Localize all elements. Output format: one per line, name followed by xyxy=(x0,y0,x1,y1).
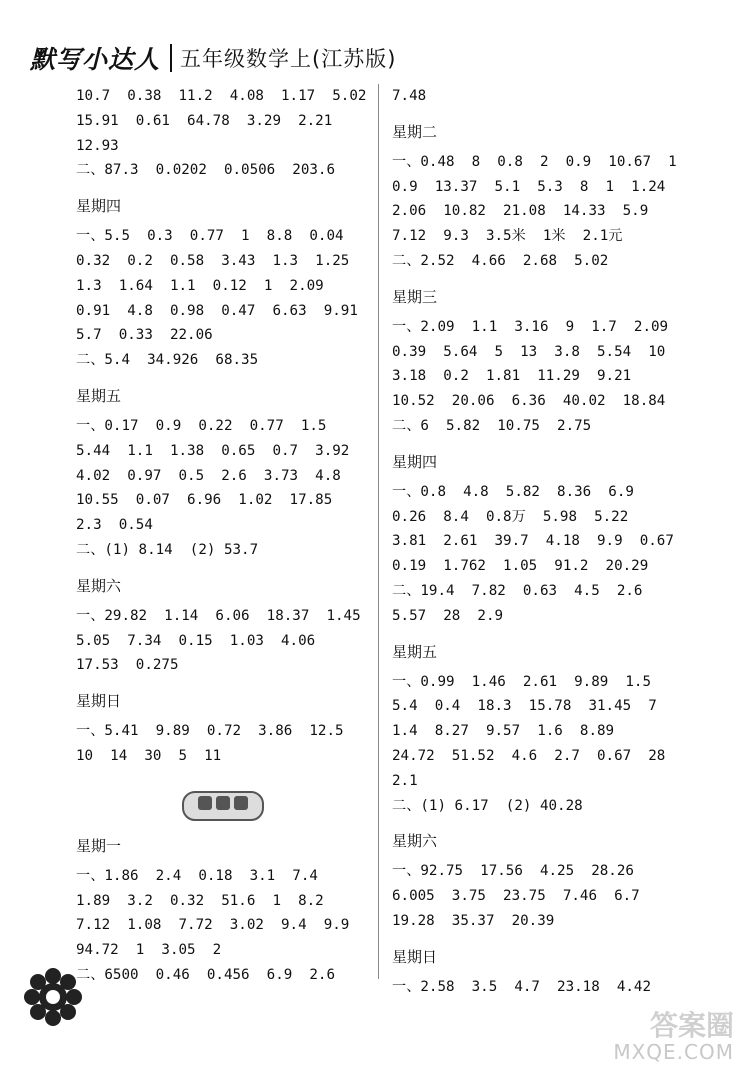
column-divider xyxy=(378,84,379,979)
right-answer-column xyxy=(392,84,702,1000)
answer-line: 二、5.4 34.926 68.35 xyxy=(76,352,259,369)
answer-line: 4.02 0.97 0.5 2.6 3.73 4.8 xyxy=(76,467,341,484)
answer-line: 7.12 1.08 7.72 3.02 9.4 9.9 xyxy=(76,917,350,934)
answer-line: 5.44 1.1 1.38 0.65 0.7 3.92 xyxy=(76,442,350,459)
answer-line: 0.91 4.8 0.98 0.47 6.63 9.91 xyxy=(76,302,358,319)
book-title: 五年级数学上(江苏版) xyxy=(180,47,397,71)
answer-line: 5.57 28 2.9 xyxy=(392,607,504,624)
answer-line: 6.005 3.75 23.75 7.46 6.7 xyxy=(392,888,640,905)
answer-line: 1.4 8.27 9.57 1.6 8.89 xyxy=(392,723,615,740)
answer-line: 一、0.99 1.46 2.61 9.89 1.5 xyxy=(392,673,651,690)
day-heading: 星期三 xyxy=(392,287,438,306)
day-heading: 星期一 xyxy=(76,836,122,855)
day-heading: 星期五 xyxy=(392,642,438,661)
answer-line: 一、92.75 17.56 4.25 28.26 xyxy=(392,863,634,880)
answer-line: 0.26 8.4 0.8万 5.98 5.22 xyxy=(392,508,629,525)
answer-line: 一、5.5 0.3 0.77 1 8.8 0.04 xyxy=(76,228,344,245)
answer-line: 二、87.3 0.0202 0.0506 203.6 xyxy=(76,162,335,179)
answer-line: 10.52 20.06 6.36 40.02 18.84 xyxy=(392,393,666,410)
answer-line: 5.05 7.34 0.15 1.03 4.06 xyxy=(76,632,316,649)
answer-line: 0.39 5.64 5 13 3.8 5.54 10 xyxy=(392,343,666,360)
day-heading: 星期二 xyxy=(392,122,438,141)
day-heading: 星期六 xyxy=(392,832,438,851)
answer-line: 二、(1) 6.17 (2) 40.28 xyxy=(392,797,583,814)
book-logo: 默写小达人 xyxy=(30,45,161,74)
answer-line: 2.1 xyxy=(392,772,418,789)
answer-line: 2.06 10.82 21.08 14.33 5.9 xyxy=(392,203,649,220)
answer-line: 一、0.17 0.9 0.22 0.77 1.5 xyxy=(76,417,327,434)
answer-line: 一、0.48 8 0.8 2 0.9 10.67 1 xyxy=(392,153,677,170)
answer-line: 0.32 0.2 0.58 3.43 1.3 1.25 xyxy=(76,252,350,269)
header-divider xyxy=(170,44,172,72)
day-heading: 星期四 xyxy=(392,452,438,471)
section-badge-icon xyxy=(182,791,264,821)
answer-line: 二、19.4 7.82 0.63 4.5 2.6 xyxy=(392,582,643,599)
answer-line: 1.3 1.64 1.1 0.12 1 2.09 xyxy=(76,277,324,294)
day-heading: 星期日 xyxy=(392,947,438,966)
answer-line: 7.48 xyxy=(392,88,427,104)
answer-line: 7.12 9.3 3.5米 1米 2.1元 xyxy=(392,228,623,245)
answer-line: 2.3 0.54 xyxy=(76,517,153,534)
answer-line: 24.72 51.52 4.6 2.7 0.67 28 xyxy=(392,747,666,764)
answer-line: 二、2.52 4.66 2.68 5.02 xyxy=(392,252,609,269)
left-answer-column xyxy=(76,84,366,988)
answer-line: 二、(1) 8.14 (2) 53.7 xyxy=(76,541,259,558)
answer-line: 10 14 30 5 11 xyxy=(76,747,222,764)
answer-line: 10.7 0.38 11.2 4.08 1.17 5.02 xyxy=(76,88,367,104)
day-heading: 星期六 xyxy=(76,576,122,595)
answer-line: 0.19 1.762 1.05 91.2 20.29 xyxy=(392,558,649,575)
answer-line: 5.7 0.33 22.06 xyxy=(76,327,213,344)
watermark-logo: 答案圈 xyxy=(649,1009,734,1042)
answer-line: 19.28 35.37 20.39 xyxy=(392,912,555,929)
answer-line: 10.55 0.07 6.96 1.02 17.85 xyxy=(76,492,333,509)
answer-line: 二、6500 0.46 0.456 6.9 2.6 xyxy=(76,966,335,983)
day-heading: 星期五 xyxy=(76,386,122,405)
answer-line: 一、2.58 3.5 4.7 23.18 4.42 xyxy=(392,978,651,995)
answer-line: 二、6 5.82 10.75 2.75 xyxy=(392,417,592,434)
answer-line: 15.91 0.61 64.78 3.29 2.21 xyxy=(76,112,333,129)
answer-line: 5.4 0.4 18.3 15.78 31.45 7 xyxy=(392,698,657,715)
answer-line: 3.18 0.2 1.81 11.29 9.21 xyxy=(392,368,632,385)
watermark-url: MXQE.COM xyxy=(613,1040,734,1064)
answer-line: 94.72 1 3.05 2 xyxy=(76,942,222,959)
answer-line: 1.89 3.2 0.32 51.6 1 8.2 xyxy=(76,892,324,909)
answer-line: 一、2.09 1.1 3.16 9 1.7 2.09 xyxy=(392,318,669,335)
answer-line: 一、29.82 1.14 6.06 18.37 1.45 xyxy=(76,607,361,624)
answer-line: 一、5.41 9.89 0.72 3.86 12.5 xyxy=(76,723,344,740)
answer-line: 一、1.86 2.4 0.18 3.1 7.4 xyxy=(76,867,318,884)
flower-decoration-icon xyxy=(22,966,84,1028)
day-heading: 星期日 xyxy=(76,692,122,711)
answer-line: 一、0.8 4.8 5.82 8.36 6.9 xyxy=(392,483,634,500)
answer-line: 12.93 xyxy=(76,137,119,154)
page-header xyxy=(30,40,396,76)
answer-line: 0.9 13.37 5.1 5.3 8 1 1.24 xyxy=(392,178,666,195)
day-heading: 星期四 xyxy=(76,197,122,216)
answer-line: 3.81 2.61 39.7 4.18 9.9 0.67 xyxy=(392,533,674,550)
answer-line: 17.53 0.275 xyxy=(76,657,179,674)
